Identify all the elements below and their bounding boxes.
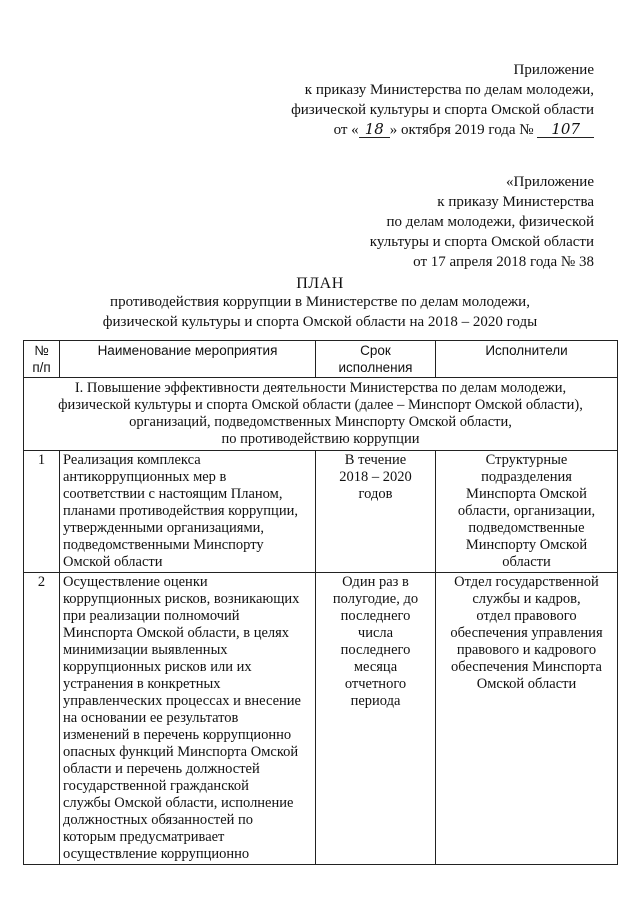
row-number: 2	[24, 573, 60, 865]
appendix-line: культуры и спорта Омской области	[369, 234, 594, 250]
table-row	[24, 451, 618, 573]
cell-text-line: минимизации выявленных	[63, 642, 228, 658]
header-executors: Исполнители	[436, 341, 618, 378]
cell-text-line: при реализации полномочий	[63, 608, 240, 624]
section-line: по противодействию коррупции	[221, 431, 420, 447]
cell-text-line: Один раз в	[342, 574, 409, 590]
cell-text-line: последнего	[340, 608, 411, 624]
table-row	[24, 573, 618, 865]
header-number-line2: п/п	[32, 360, 51, 375]
cell-text-line: полугодие, до	[332, 591, 419, 607]
cell-text-line: периода	[350, 693, 401, 709]
cell-text-line: Минспорта Омской области, в целях	[63, 625, 290, 641]
header-term-line2: исполнения	[338, 360, 413, 375]
plan-table	[23, 340, 618, 865]
appendix-previous-header	[370, 172, 594, 272]
cell-text-line: осуществление коррупционно	[63, 846, 250, 862]
cell-text-line: опасных функций Минспорта Омской	[63, 744, 299, 760]
section-line: I. Повышение эффективности деятельности Министерства по делам молодежи,	[74, 380, 567, 396]
cell-text-line: службы и кадров,	[472, 591, 581, 607]
appendix-current-header	[291, 60, 594, 140]
section-row	[24, 378, 618, 451]
cell-text-line: коррупционных рисков, возникающих	[63, 591, 300, 607]
handwritten-order-number: 107	[537, 121, 594, 138]
header-number-line: №	[34, 343, 49, 358]
row-term	[316, 573, 436, 865]
cell-text-line: Минспорта Омской	[466, 486, 587, 502]
appendix-line: к приказу Министерства по делам молодежи,	[304, 82, 594, 98]
appendix-line: «Приложение	[505, 174, 594, 190]
cell-text-line: числа	[357, 625, 394, 641]
plan-title: ПЛАН	[296, 275, 344, 292]
cell-text-line: отдел правового	[476, 608, 577, 624]
table-header-row	[24, 341, 618, 378]
cell-text-line: Структурные	[485, 452, 568, 468]
appendix-line: Приложение	[513, 62, 594, 78]
cell-text-line: Реализация комплекса	[63, 452, 201, 468]
cell-text-line: отчетного	[344, 676, 407, 692]
appendix-line: к приказу Министерства	[437, 194, 594, 210]
cell-text-line: управленческих процессах и внесение	[63, 693, 301, 709]
appendix-line: по делам молодежи, физической	[386, 214, 594, 230]
cell-text-line: антикоррупционных мер в	[63, 469, 227, 485]
section-line: физической культуры и спорта Омской области (далее – Минспорт Омской области),	[58, 397, 583, 413]
cell-text-line: изменений в перечень коррупционно	[63, 727, 292, 743]
cell-text-line: Отдел государственной	[454, 574, 599, 590]
header-name: Наименование мероприятия	[60, 341, 316, 378]
cell-text-line: последнего	[340, 642, 411, 658]
cell-text-line: правового и кадрового	[456, 642, 597, 658]
appendix-line: от 17 апреля 2018 года № 38	[413, 254, 594, 270]
row-name	[60, 573, 316, 865]
cell-text-line: 2018 – 2020	[339, 469, 412, 485]
plan-subtitle-line: противодействия коррупции в Министерстве по делам молодежи,	[110, 294, 530, 310]
plan-subtitle-line: физической культуры и спорта Омской области на 2018 – 2020 годы	[102, 314, 538, 330]
cell-text-line: которым предусматривает	[63, 829, 225, 845]
header-number	[24, 341, 60, 378]
row-name	[60, 451, 316, 573]
date-prefix: от «	[333, 122, 359, 138]
plan-subtitle	[0, 292, 640, 332]
cell-text-line: службы Омской области, исполнение	[63, 795, 294, 811]
cell-text-line: обеспечения управления	[450, 625, 603, 641]
cell-text-line: подведомственные	[468, 520, 585, 536]
cell-text-line: Минспорту Омской	[465, 537, 588, 553]
handwritten-day: 18	[359, 121, 390, 138]
cell-text-line: на основании ее результатов	[63, 710, 239, 726]
cell-text-line: годов	[358, 486, 393, 502]
cell-text-line: области	[502, 554, 551, 570]
cell-text-line: устранения в конкретных	[63, 676, 221, 692]
cell-text-line: В течение	[344, 452, 407, 468]
row-executors	[436, 451, 618, 573]
cell-text-line: утвержденными организациями,	[63, 520, 265, 536]
cell-text-line: коррупционных рисков или их	[63, 659, 252, 675]
section-heading	[24, 378, 618, 451]
cell-text-line: подведомственными Минспорту	[63, 537, 264, 553]
cell-text-line: месяца	[353, 659, 398, 675]
cell-text-line: Осуществление оценки	[63, 574, 208, 590]
cell-text-line: подразделения	[481, 469, 572, 485]
cell-text-line: соответствии с настоящим Планом,	[63, 486, 283, 502]
row-term	[316, 451, 436, 573]
cell-text-line: области, организации,	[457, 503, 596, 519]
appendix-line: физической культуры и спорта Омской области	[291, 102, 594, 118]
cell-text-line: обеспечения Минспорта	[451, 659, 602, 675]
header-term-line1: Срок	[360, 343, 391, 358]
cell-text-line: государственной гражданской	[63, 778, 249, 794]
cell-text-line: области и перечень должностей	[63, 761, 260, 777]
appendix-date-line	[291, 120, 594, 140]
cell-text-line: планами противодействия коррупции,	[63, 503, 298, 519]
section-line: организаций, подведомственных Минспорту Омской области,	[129, 414, 512, 430]
cell-text-line: Омской области	[476, 676, 577, 692]
row-executors	[436, 573, 618, 865]
row-number: 1	[24, 451, 60, 573]
cell-text-line: должностных обязанностей по	[63, 812, 254, 828]
date-middle: » октября 2019 года №	[389, 122, 534, 138]
header-term	[316, 341, 436, 378]
cell-text-line: Омской области	[63, 554, 163, 570]
